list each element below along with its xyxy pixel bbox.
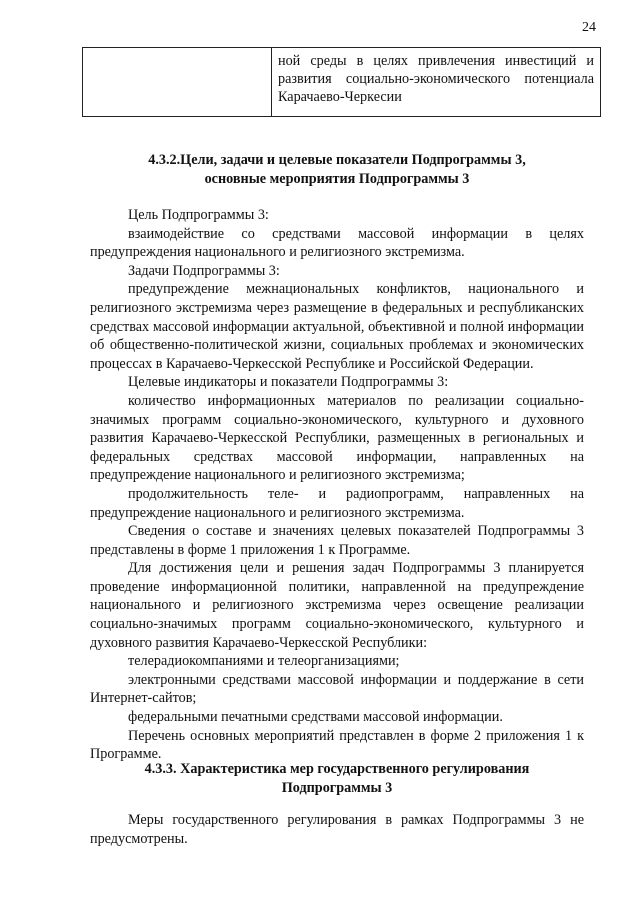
section-body-4-3-3 [90,811,584,848]
section-heading-line: основные мероприятия Подпрограммы 3 [204,171,470,187]
paragraph: федеральными печатными средствами массовой информации. [128,709,503,726]
paragraph: Задачи Подпрограммы 3: [128,262,280,279]
paragraph: Цель Подпрограммы 3: [128,207,269,223]
section-heading-line: 4.3.2.Цели, задачи и целевые показатели Подпрограммы 3, [148,152,526,168]
paragraph: Меры государственного регулирования в рамках Подпрограммы 3 не предусмотрены. [90,812,584,847]
paragraph: предупреждение межнациональных конфликтов, национального и религиозного экстремизма через размещение в федеральных и республиканских средствах массовой информации актуальной, объективной и полной информации об общественно-политической жизни, социальных проблемах и экономических процессах в Карачаево-Черкесской Республике и Российской Федерации. [90,281,584,372]
page-number: 24 [582,20,596,35]
continuation-table [82,47,601,117]
section-heading-4-3-3 [90,760,584,798]
table-empty-cell [83,48,272,117]
paragraph: Перечень основных мероприятий представлен в форме 2 приложения 1 к Программе. [90,727,584,763]
section-heading-line: 4.3.3. Характеристика мер государственного регулирования [144,761,530,777]
paragraph: взаимодействие со средствами массовой информации в целях предупреждения национального и религиозного экстремизма. [90,225,584,261]
paragraph: Сведения о составе и значениях целевых показателей Подпрограммы 3 представлены в форме 1 приложения 1 к Программе. [90,523,584,558]
paragraph: Целевые индикаторы и показатели Подпрограммы 3: [128,374,449,391]
section-heading-line: Подпрограммы 3 [281,780,393,796]
table-text-cell: ной среды в целях привлечения инвестиций и развития социально-экономического потенциала Карачаево-Черкесии [272,48,601,117]
section-body-4-3-2 [90,206,584,764]
paragraph: телерадиокомпаниями и телеорганизациями; [128,653,400,670]
paragraph: Для достижения цели и решения задач Подпрограммы 3 планируется проведение информационной политики, направленной на предупреждение национального и религиозного экстремизма через освещение реализации социально-значимых программ социально-экономического, культурного и духовного развития Карачаево-Черкесской Республики: [90,560,584,651]
paragraph: электронными средствами массовой информации и поддержание в сети Интернет-сайтов; [90,671,584,707]
section-heading-4-3-2 [90,151,584,189]
paragraph: продолжительность теле- и радиопрограмм, направленных на предупреждение национального и религиозного экстремизма. [90,485,584,521]
paragraph: количество информационных материалов по реализации социально-значимых программ социально-экономического, культурного и духовного развития Карачаево-Черкесской Республики, размещенных в региональных и федеральных средствах массовой информации, направленных на предупреждение национального и религиозного экстремизма; [90,392,584,484]
